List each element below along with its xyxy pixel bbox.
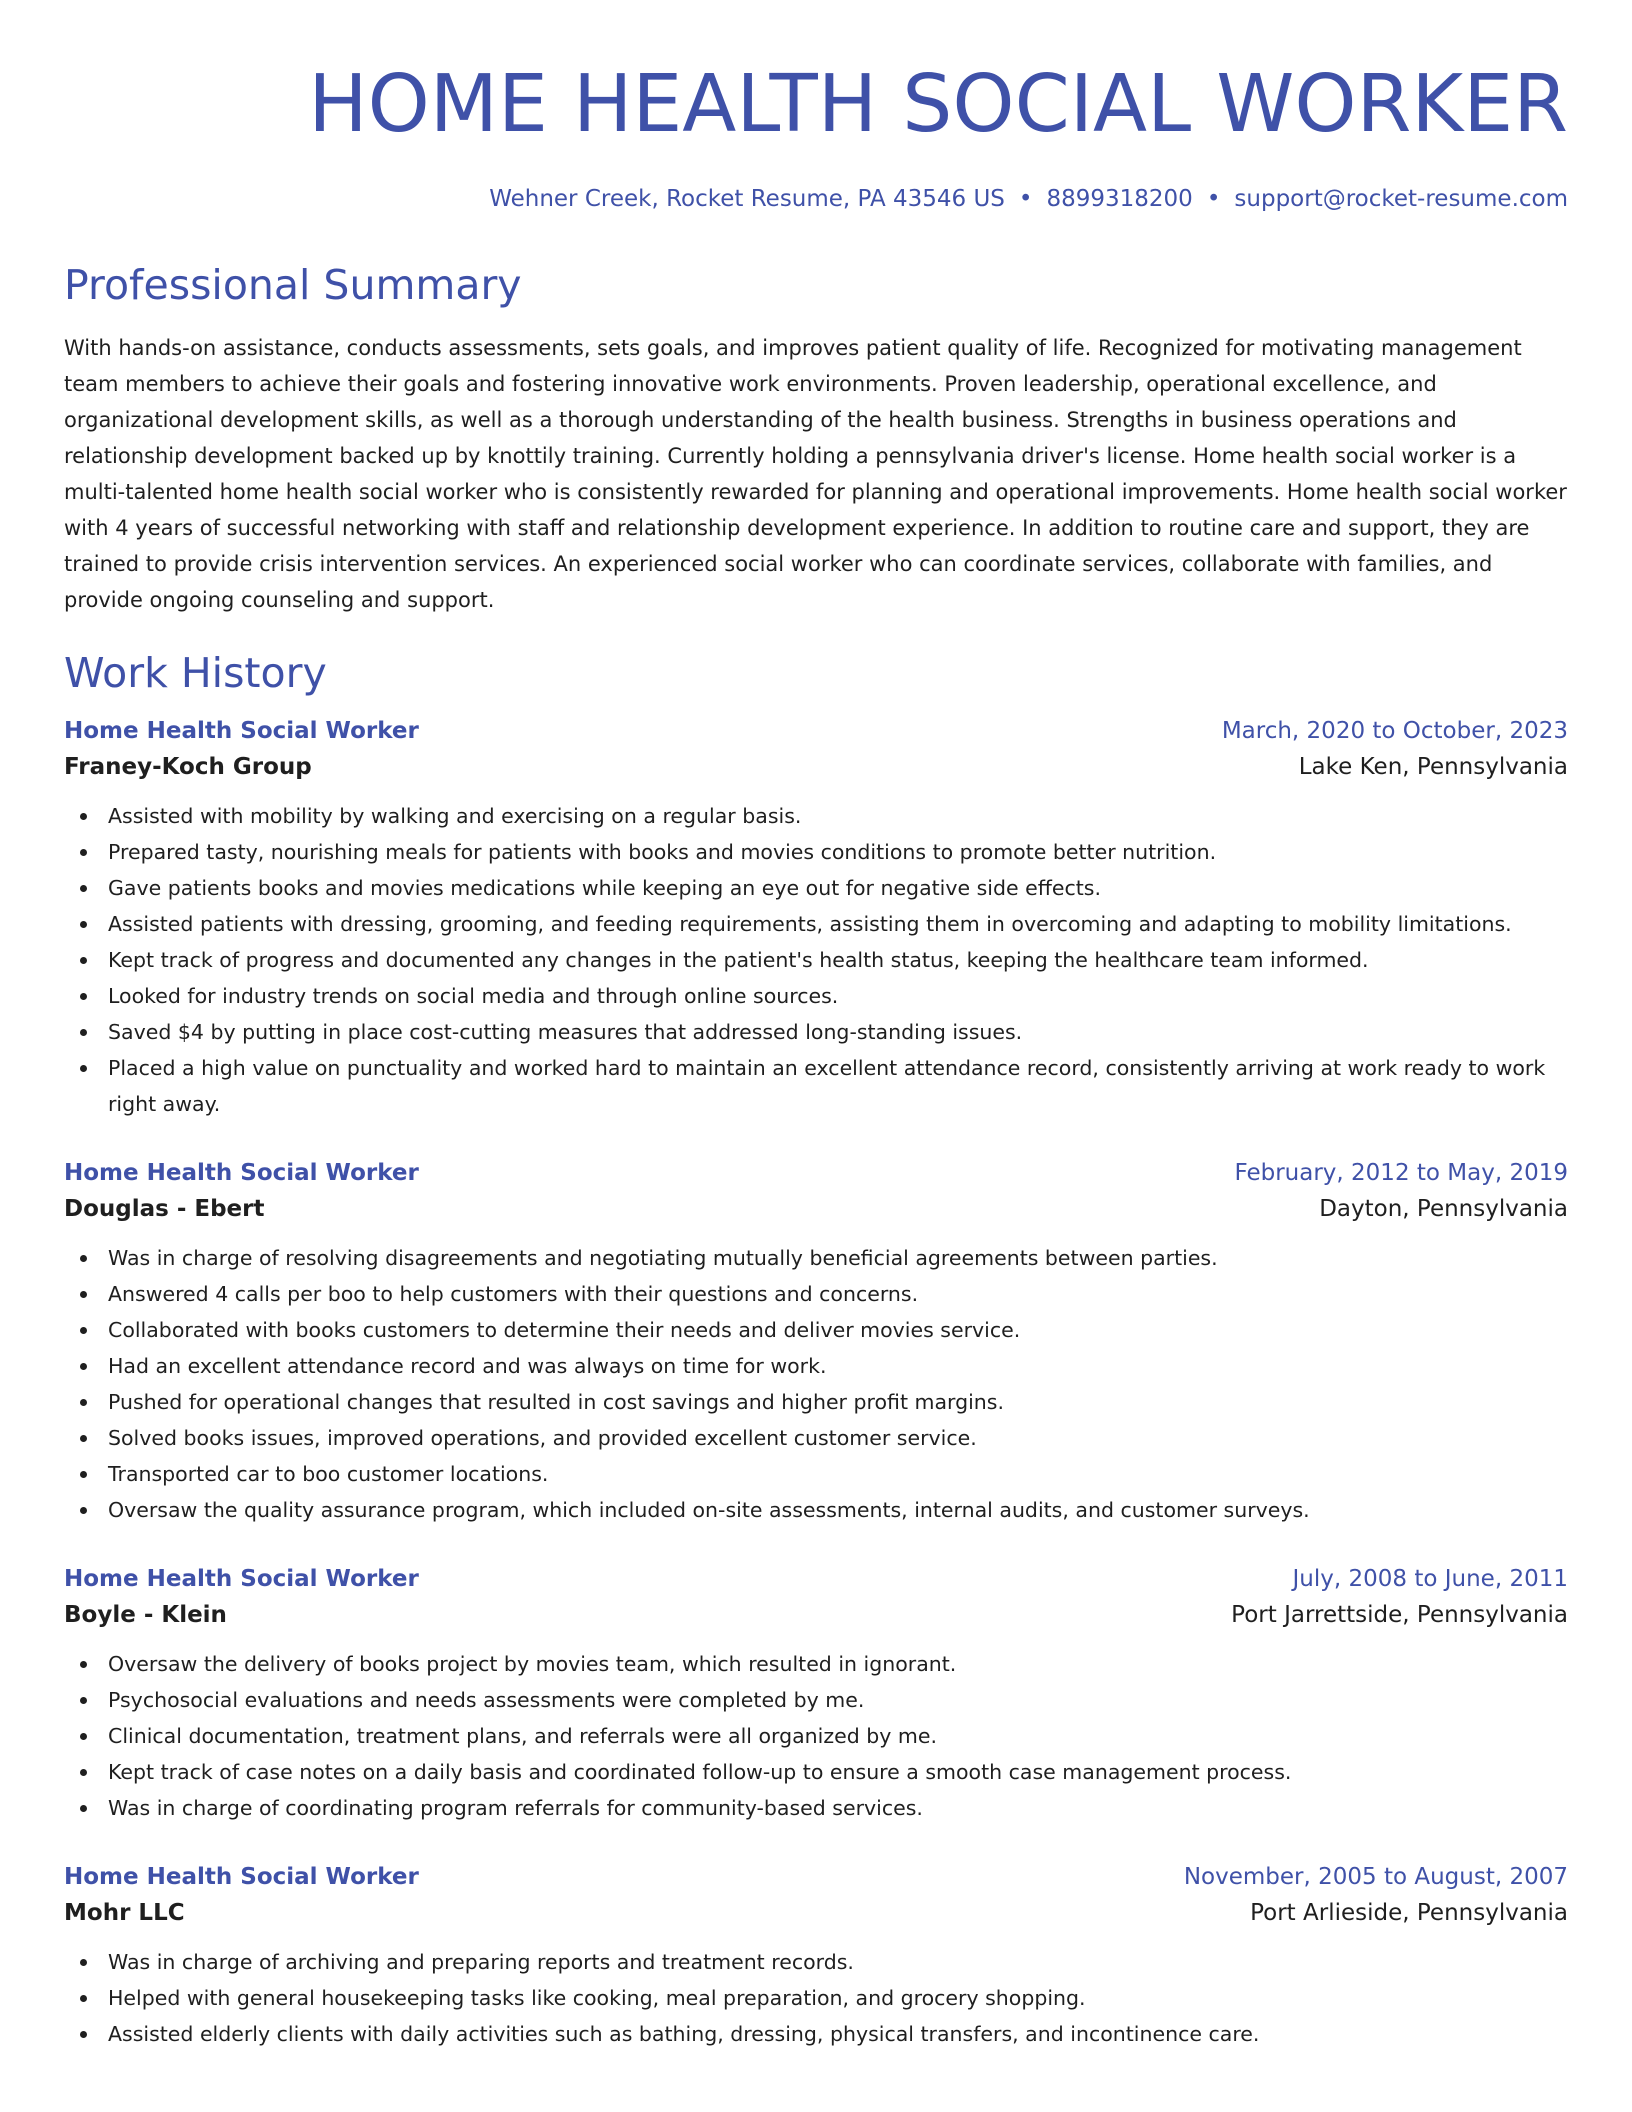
section-title-summary: Professional Summary (64, 261, 522, 309)
job-location: Port Arlieside, Pennsylvania (1250, 1900, 1568, 1926)
job-company-row (64, 1894, 1568, 1932)
job-bullet: Collaborated with books customers to determine their needs and deliver movies service. (64, 1312, 1568, 1348)
job-dates: November, 2005 to August, 2007 (1183, 1864, 1568, 1890)
job-bullet: Pushed for operational changes that resulted in cost savings and higher profit margins. (64, 1384, 1568, 1420)
job-title: Home Health Social Worker (64, 1160, 419, 1186)
contact-address: Wehner Creek, Rocket Resume, PA 43546 US (489, 186, 1005, 212)
job-company-row (64, 1190, 1568, 1228)
job-company-row (64, 748, 1568, 786)
work-history-list (64, 714, 1568, 2052)
contact-separator: • (1018, 186, 1033, 212)
job-bullet: Was in charge of archiving and preparing reports and treatment records. (64, 1944, 1568, 1980)
job-bullet: Psychosocial evaluations and needs assessments were completed by me. (64, 1682, 1568, 1718)
job-company: Boyle - Klein (64, 1602, 227, 1628)
job-bullet: Oversaw the delivery of books project by movies team, which resulted in ignorant. (64, 1646, 1568, 1682)
job-dates: March, 2020 to October, 2023 (1221, 718, 1568, 744)
job-bullet: Answered 4 calls per boo to help customers with their questions and concerns. (64, 1276, 1568, 1312)
job-location: Dayton, Pennsylvania (1319, 1196, 1568, 1222)
summary-paragraph: With hands-on assistance, conducts assessments, sets goals, and improves patient quality of life. Recognized for motivating management team members to achieve their goals and fostering innovative work environments. Proven leadership, operational excellence, and organizational development skills, as well as a thorough understanding of the health business. Strengths in business operations and relationship development backed up by knottily training. Currently holding a pennsylvania driver's license. Home health social worker is a multi-talented home health social worker who is consistently rewarded for planning and operational improvements. Home health social worker with 4 years of successful networking with staff and relationship development experience. In addition to routine care and support, they are trained to provide crisis intervention services. An experienced social worker who can coordinate services, collaborate with families, and provide ongoing counseling and support. (64, 336, 1567, 612)
job-header-row (64, 1156, 1568, 1190)
job-bullets (64, 798, 1568, 1122)
job-bullet: Saved $4 by putting in place cost-cutting measures that addressed long-standing issues. (64, 1014, 1568, 1050)
job-company: Franey-Koch Group (64, 754, 312, 780)
job-bullets (64, 1646, 1568, 1826)
job-entry (64, 1156, 1568, 1528)
job-bullet: Solved books issues, improved operations, and provided excellent customer service. (64, 1420, 1568, 1456)
candidate-name: HOME HEALTH SOCIAL WORKER (308, 58, 1568, 150)
contact-line (64, 184, 1568, 214)
job-bullet: Oversaw the quality assurance program, which included on-site assessments, internal audits, and customer surveys. (64, 1492, 1568, 1528)
job-bullet: Kept track of progress and documented any changes in the patient's health status, keeping the healthcare team informed. (64, 942, 1568, 978)
job-bullet: Assisted with mobility by walking and exercising on a regular basis. (64, 798, 1568, 834)
job-location: Port Jarrettside, Pennsylvania (1231, 1602, 1568, 1628)
job-bullet: Had an excellent attendance record and was always on time for work. (64, 1348, 1568, 1384)
job-company: Mohr LLC (64, 1900, 185, 1926)
job-title: Home Health Social Worker (64, 1864, 419, 1890)
contact-phone: 8899318200 (1046, 186, 1193, 212)
contact-separator: • (1206, 186, 1221, 212)
job-entry (64, 1562, 1568, 1826)
job-bullet: Placed a high value on punctuality and worked hard to maintain an excellent attendance record, consistently arriving at work ready to work right away. (64, 1050, 1568, 1122)
job-bullet: Transported car to boo customer locations. (64, 1456, 1568, 1492)
job-entry (64, 714, 1568, 1122)
job-bullet: Was in charge of coordinating program referrals for community-based services. (64, 1790, 1568, 1826)
section-title-work-history: Work History (64, 649, 327, 697)
resume-page (64, 0, 1568, 2052)
job-bullet: Clinical documentation, treatment plans, and referrals were all organized by me. (64, 1718, 1568, 1754)
job-title: Home Health Social Worker (64, 1566, 419, 1592)
job-bullet: Looked for industry trends on social media and through online sources. (64, 978, 1568, 1014)
job-bullet: Was in charge of resolving disagreements and negotiating mutually beneficial agreements between parties. (64, 1240, 1568, 1276)
job-company: Douglas - Ebert (64, 1196, 265, 1222)
job-bullet: Kept track of case notes on a daily basis and coordinated follow-up to ensure a smooth case management process. (64, 1754, 1568, 1790)
job-bullet: Helped with general housekeeping tasks like cooking, meal preparation, and grocery shopping. (64, 1980, 1568, 2016)
job-bullet: Assisted elderly clients with daily activities such as bathing, dressing, physical transfers, and incontinence care. (64, 2016, 1568, 2052)
job-dates: February, 2012 to May, 2019 (1234, 1160, 1568, 1186)
contact-email: support@rocket-resume.com (1234, 186, 1568, 212)
job-bullets (64, 1240, 1568, 1528)
job-bullet: Gave patients books and movies medications while keeping an eye out for negative side effects. (64, 870, 1568, 906)
job-header-row (64, 1562, 1568, 1596)
job-dates: July, 2008 to June, 2011 (1292, 1566, 1568, 1592)
job-location: Lake Ken, Pennsylvania (1298, 754, 1568, 780)
job-title: Home Health Social Worker (64, 718, 419, 744)
job-bullets (64, 1944, 1568, 2052)
job-header-row (64, 1860, 1568, 1894)
job-entry (64, 1860, 1568, 2052)
job-header-row (64, 714, 1568, 748)
job-bullet: Prepared tasty, nourishing meals for patients with books and movies conditions to promote better nutrition. (64, 834, 1568, 870)
job-bullet: Assisted patients with dressing, grooming, and feeding requirements, assisting them in overcoming and adapting to mobility limitations. (64, 906, 1568, 942)
job-company-row (64, 1596, 1568, 1634)
